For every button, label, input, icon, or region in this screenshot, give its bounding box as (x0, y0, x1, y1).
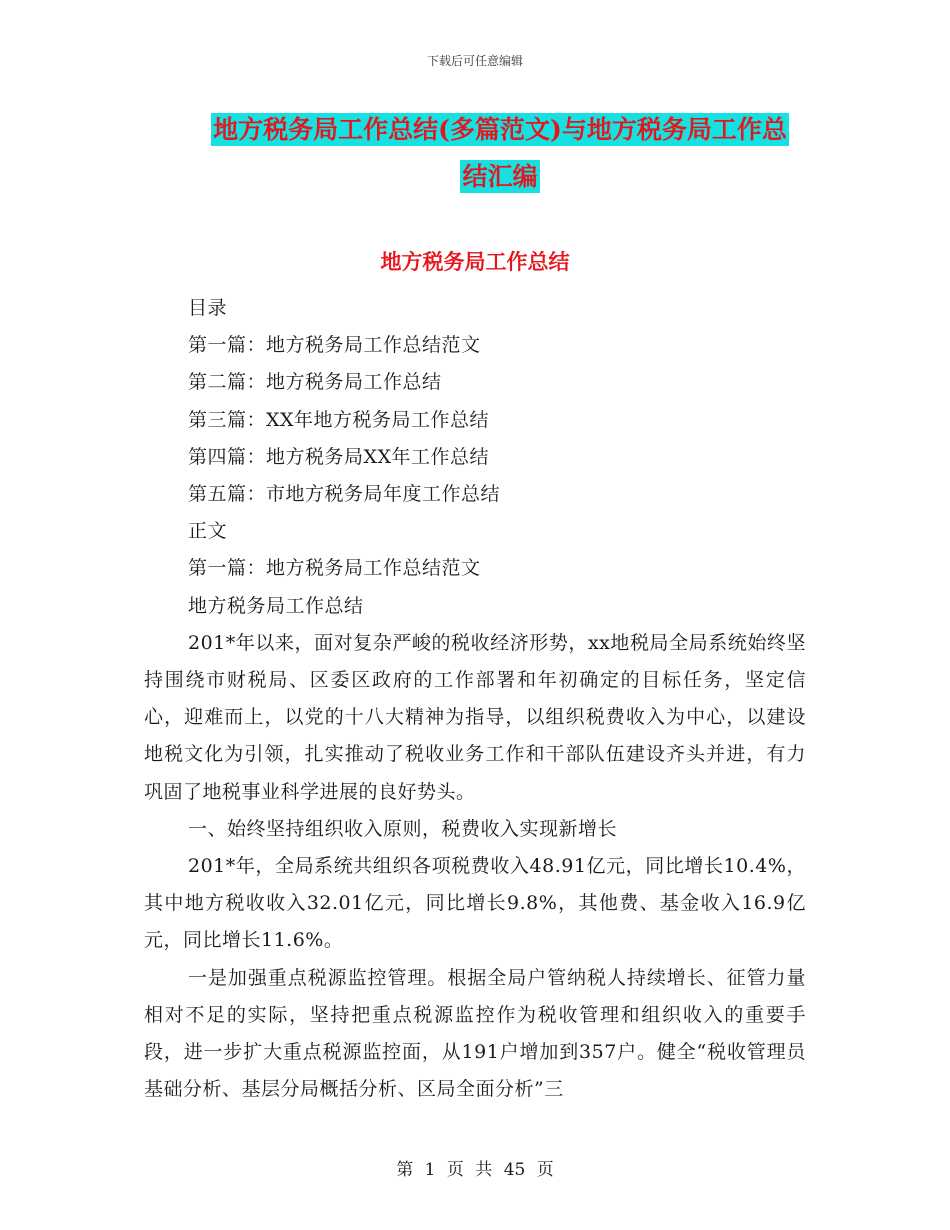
toc-item-1: 第一篇：地方税务局工作总结范文 (188, 334, 481, 357)
section-title: 地方税务局工作总结 (380, 249, 570, 274)
header-note: 下载后可任意编辑 (426, 54, 523, 68)
paragraph-revenue: 201*年，全局系统共组织各项税费收入48.91亿元，同比增长10.4%，其中地方税收收入32.01亿元，同比增长9.8%，其他费、基金收入16.9亿元，同比增长11.6%。 (144, 855, 806, 952)
chapter-subheading: 地方税务局工作总结 (188, 594, 364, 617)
toc-item-2: 第二篇：地方税务局工作总结 (188, 371, 442, 394)
chapter-heading: 第一篇：地方税务局工作总结范文 (188, 557, 481, 580)
document-body (144, 290, 806, 1108)
paragraph-intro: 201*年以来，面对复杂严峻的税收经济形势，xx地税局全局系统始终坚持围绕市财税局、区委区政府的工作部署和年初确定的目标任务，坚定信心，迎难而上，以党的十八大精神为指导，以组织税费收入为中心，以建设地税文化为引领，扎实推动了税收业务工作和干部队伍建设齐头并进，有力巩固了地税事业科学进展的良好势头。 (144, 631, 806, 803)
paragraph-monitoring: 一是加强重点税源监控管理。根据全局户管纳税人持续增长、征管力量相对不足的实际，坚持把重点税源监控作为税收管理和组织收入的重要手段，进一步扩大重点税源监控面，从191户增加到357户。健全“税收管理员基础分析、基层分局概括分析、区局全面分析”三 (144, 966, 806, 1101)
toc-item-3: 第三篇：XX年地方税务局工作总结 (188, 408, 490, 431)
toc-heading: 目录 (188, 297, 228, 319)
title-line-2: 结汇编 (462, 162, 538, 191)
page-number: 第 1 页 共 45 页 (396, 1160, 554, 1180)
title-line-1: 地方税务局工作总结(多篇范文)与地方税务局工作总 (213, 115, 787, 144)
toc-item-4: 第四篇：地方税务局XX年工作总结 (188, 445, 490, 468)
document-title (190, 106, 810, 200)
paragraph-section-heading: 一、始终坚持组织收入原则，税费收入实现新增长 (188, 817, 618, 840)
toc-item-5: 第五篇：市地方税务局年度工作总结 (188, 483, 501, 506)
body-heading: 正文 (188, 520, 228, 543)
